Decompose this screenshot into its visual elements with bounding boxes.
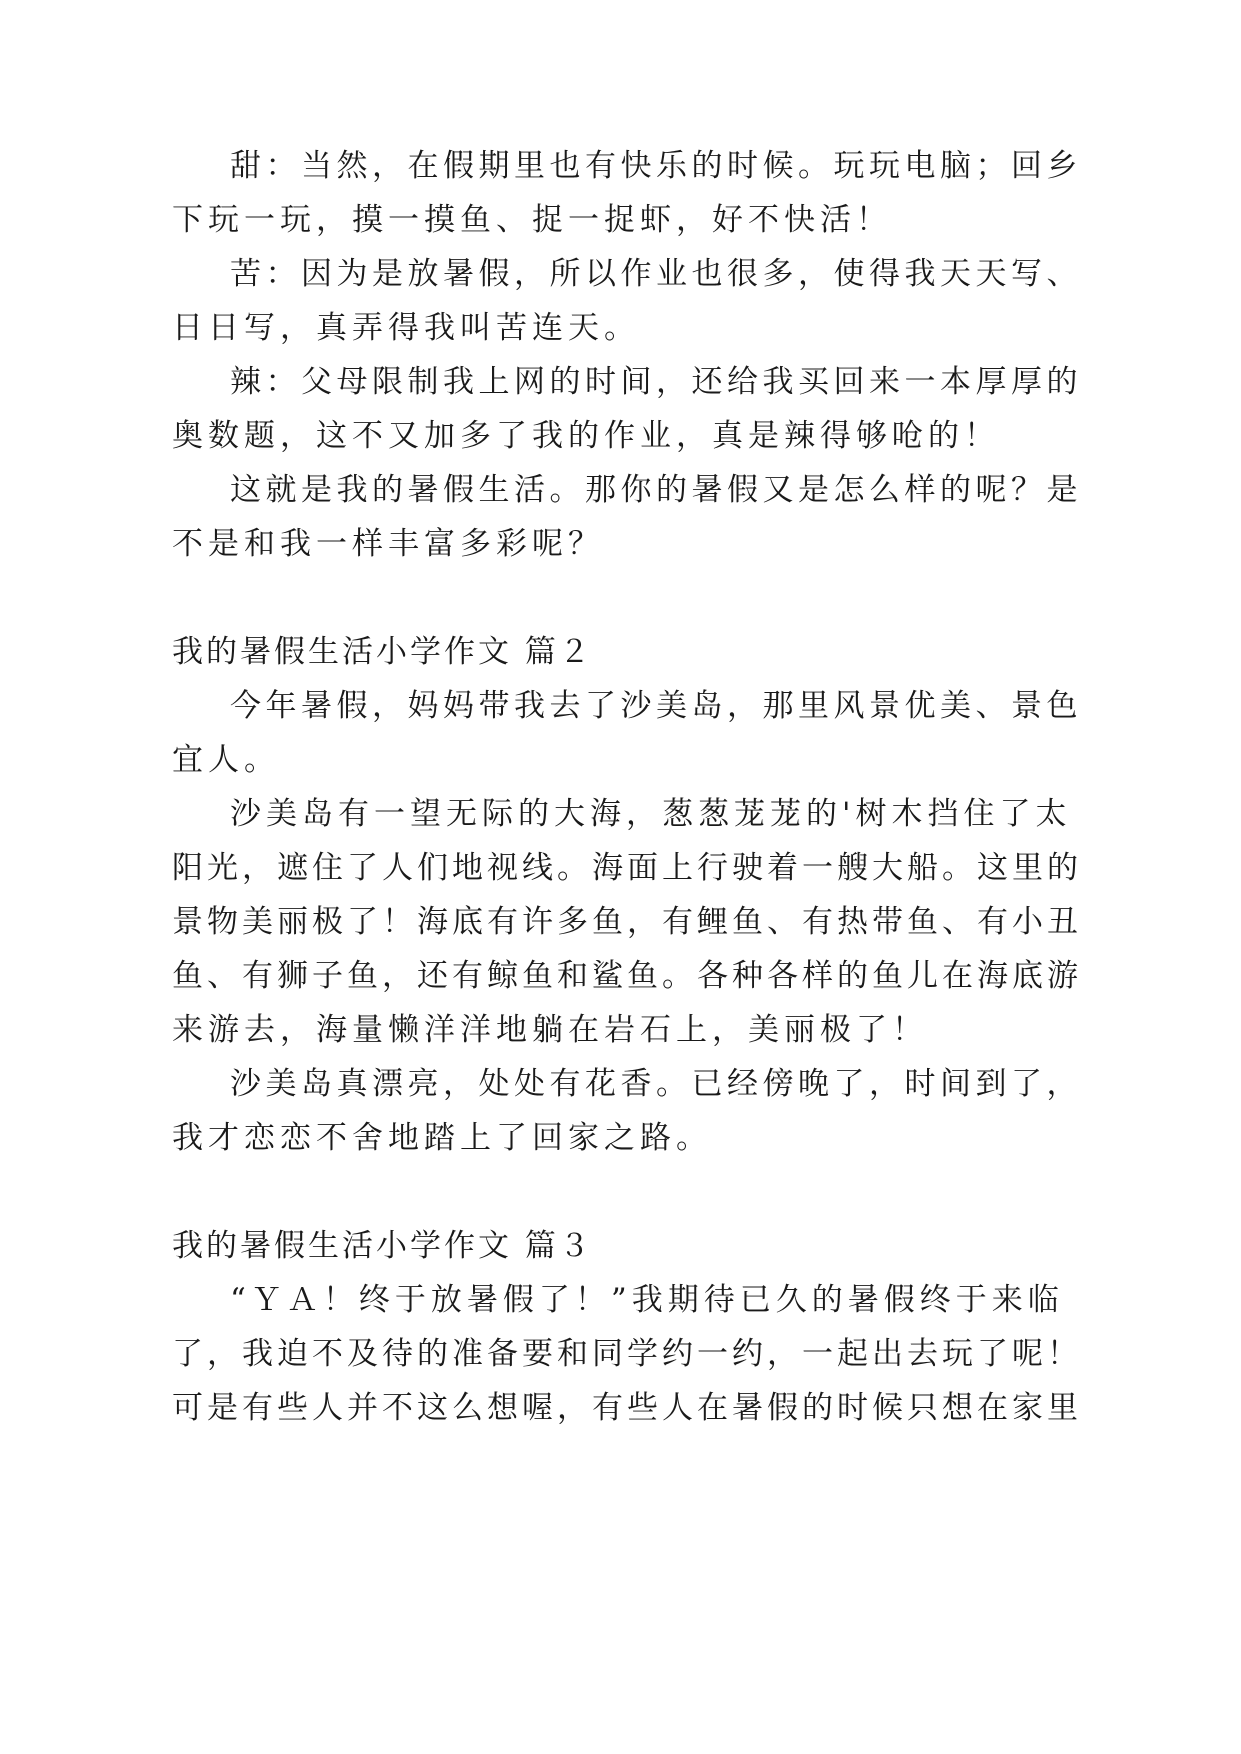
paragraph-line: 我才恋恋不舍地踏上了回家之路。	[172, 1120, 712, 1156]
paragraph-line: 了，我迫不及待的准备要和同学约一约，一起出去玩了呢！	[172, 1336, 1082, 1372]
paragraph-line: 辣：父母限制我上网的时间，还给我买回来一本厚厚的	[230, 364, 1082, 400]
paragraph-line: 日日写，真弄得我叫苦连天。	[172, 310, 640, 346]
paragraph-line: “ＹＡ！终于放暑假了！”我期待已久的暑假终于来临	[230, 1282, 1064, 1318]
paragraph-line: 今年暑假，妈妈带我去了沙美岛，那里风景优美、景色	[230, 688, 1082, 724]
section-heading: 我的暑假生活小学作文 篇２	[172, 634, 593, 670]
paragraph-line: 可是有些人并不这么想喔，有些人在暑假的时候只想在家里	[172, 1390, 1082, 1426]
paragraph-line: 沙美岛真漂亮，处处有花香。已经傍晚了，时间到了，	[230, 1066, 1082, 1102]
paragraph-line: 苦：因为是放暑假，所以作业也很多，使得我天天写、	[230, 256, 1082, 292]
paragraph-line: 鱼、有狮子鱼，还有鲸鱼和鲨鱼。各种各样的鱼儿在海底游	[172, 958, 1082, 994]
section-heading: 我的暑假生活小学作文 篇３	[172, 1228, 593, 1264]
paragraph-line: 景物美丽极了！海底有许多鱼，有鲤鱼、有热带鱼、有小丑	[172, 904, 1082, 940]
paragraph-line: 阳光，遮住了人们地视线。海面上行驶着一艘大船。这里的	[172, 850, 1082, 886]
paragraph-line: 这就是我的暑假生活。那你的暑假又是怎么样的呢？是	[230, 472, 1082, 508]
paragraph-line: 甜：当然，在假期里也有快乐的时候。玩玩电脑；回乡	[230, 148, 1082, 184]
paragraph-line: 奥数题，这不又加多了我的作业，真是辣得够呛的！	[172, 418, 1000, 454]
paragraph-line: 宜人。	[172, 742, 280, 778]
paragraph-line: 沙美岛有一望无际的大海，葱葱茏茏的'树木挡住了太	[230, 796, 1072, 832]
paragraph-line: 来游去，海量懒洋洋地躺在岩石上，美丽极了！	[172, 1012, 928, 1048]
paragraph-line: 不是和我一样丰富多彩呢？	[172, 526, 604, 562]
paragraph-line: 下玩一玩，摸一摸鱼、捉一捉虾，好不快活！	[172, 202, 892, 238]
